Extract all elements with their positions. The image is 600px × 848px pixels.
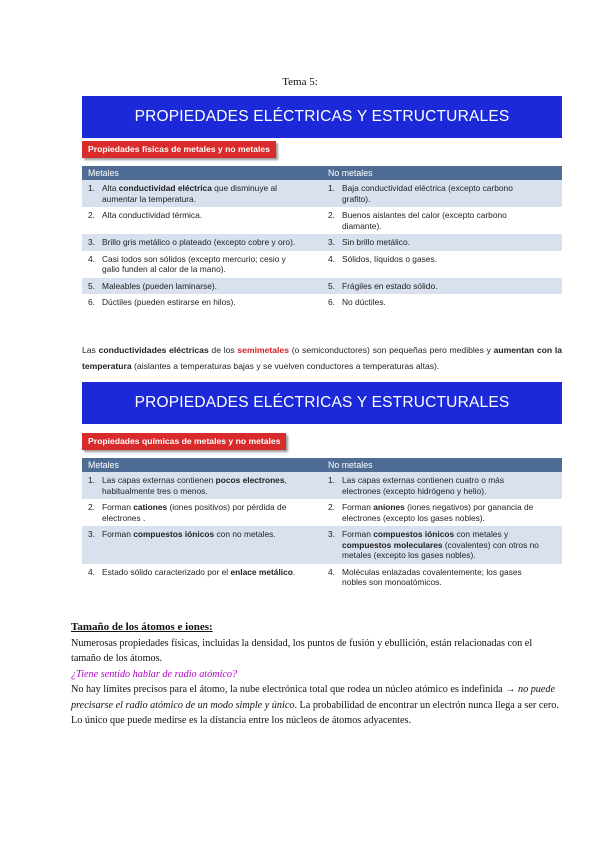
- header-metales: Metales: [82, 166, 322, 180]
- topic-title: Tema 5:: [282, 76, 318, 88]
- table-row: 5. Maleables (pueden laminarse). 5. Frágiles en estado sólido.: [82, 278, 562, 295]
- physical-properties-table: [82, 166, 562, 311]
- section-heading: Tamaño de los átomos e iones:: [71, 621, 213, 633]
- table-header-row: [82, 458, 562, 472]
- table-header-row: [82, 166, 562, 180]
- table-row: 3. Forman compuestos iónicos con no metales. 3. Forman compuestos iónicos con metales y compuestos moleculares (covalentes) con otros no metales (excepto los gases nobles).: [82, 526, 562, 564]
- table-row: 1. Alta conductividad eléctrica que disminuye al aumentar la temperatura. 1. Baja conductividad eléctrica (excepto carbono grafito).: [82, 180, 562, 207]
- header-no-metales: No metales: [322, 166, 562, 180]
- physical-properties-label: Propiedades físicas de metales y no metales: [82, 141, 276, 158]
- section-banner-2: PROPIEDADES ELÉCTRICAS Y ESTRUCTURALES: [82, 382, 562, 424]
- section-banner-1: PROPIEDADES ELÉCTRICAS Y ESTRUCTURALES: [82, 96, 562, 138]
- atom-size-section: [71, 620, 561, 729]
- semimetals-paragraph: Las conductividades eléctricas de los semimetales (o semiconductores) son pequeñas pero medibles y aumentan con la temperatura (aislantes a temperaturas bajas y se vuelven conductores a temperaturas altas).: [82, 345, 562, 371]
- table-row: 4. Casi todos son sólidos (excepto mercurio; cesio y galio funden al calor de la mano). 4. Sólidos, líquidos o gases.: [88, 253, 437, 274]
- header-metales: Metales: [82, 458, 322, 472]
- table-row: 1. Las capas externas contienen pocos electrones, habitualmente tres o menos. 1. Las capas externas contienen cuatro o más electrones (excepto hidrógeno y helio).: [82, 472, 562, 499]
- paragraph-radius: No hay límites precisos para el átomo, la nube electrónica total que rodea un núcleo atómico es indefinida → no puede precisarse el radio atómico de un modo simple y único. La probabilidad de encontrar un electrón nunca llega a ser cero. Lo único que puede medirse es la distancia entre los núcleos de átomos adyacentes.: [71, 684, 559, 726]
- chemical-properties-table: [82, 458, 562, 591]
- table-row: 2. Alta conductividad térmica. 2. Buenos aislantes del calor (excepto carbono diamante).: [88, 210, 507, 231]
- chemical-properties-label: Propiedades químicas de metales y no metales: [82, 433, 286, 450]
- paragraph-properties: Numerosas propiedades físicas, incluidas la densidad, los puntos de fusión y ebullición, están relacionadas con el tamaño de los átomos.: [71, 637, 533, 664]
- table-row: 3. Brillo gris metálico o plateado (excepto cobre y oro). 3. Sin brillo metálico.: [82, 234, 562, 251]
- table-row: 6. Dúctiles (pueden estirarse en hilos). 6. No dúctiles.: [88, 297, 386, 307]
- question-text: ¿Tiene sentido hablar de radio atómico?: [71, 668, 238, 680]
- table-row: 4. Estado sólido caracterizado por el enlace metálico. 4. Moléculas enlazadas covalentemente; los gases nobles son monoatómicos.: [88, 566, 522, 587]
- table-row: 2. Forman cationes (iones positivos) por pérdida de electrones . 2. Forman aniones (iones negativos) por ganancia de electrones (excepto los gases nobles).: [88, 502, 534, 523]
- header-no-metales: No metales: [322, 458, 562, 472]
